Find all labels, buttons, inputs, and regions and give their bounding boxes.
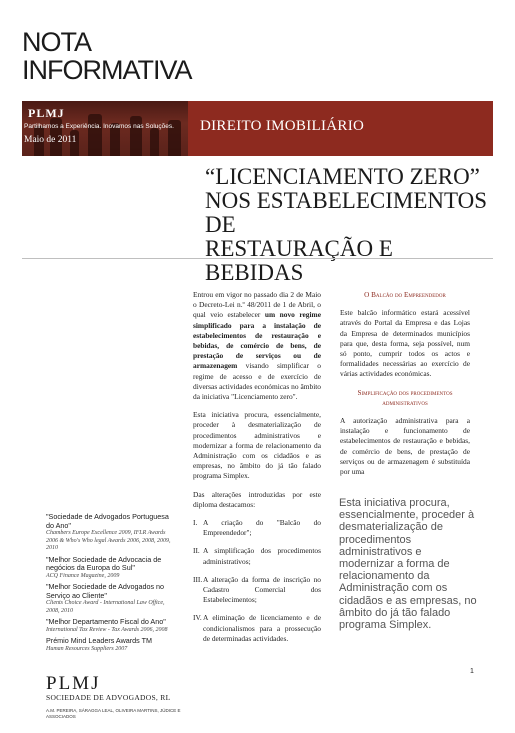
award-source: International Tax Review - Tax Awards 2006, 2008: [46, 626, 168, 633]
changes-list: [193, 518, 321, 644]
paragraph-3: Das alterações introduzidas por este diploma destacamos:: [193, 489, 321, 509]
paragraph-2: Esta iniciativa procura, essencialmente, proceder à desmaterialização de procedimentos administrativos e modernizar a forma de relacionamento da Administração com os cidadãos e as empresas, no âmbito do já tão falado programa Simplex.: [193, 410, 321, 481]
title-line-2: INFORMATIVA: [22, 55, 192, 85]
award-source: Clients Choice Award - International Law Office, 2008, 2010: [46, 600, 165, 614]
list-number: II.: [193, 546, 200, 556]
intro-paragraph: [193, 290, 321, 402]
headline-line-3: RESTAURAÇÃO E BEBIDAS: [205, 236, 393, 285]
list-number: IV.: [193, 613, 202, 623]
subheading-balcao: O Balcão do Empreendedor: [364, 291, 446, 299]
list-item: [193, 575, 321, 606]
section-title: DIREITO IMOBILIÁRIO: [200, 118, 365, 134]
column-1: [193, 290, 321, 652]
firm-partners: A.M. PEREIRA, SÁRAGGA LEAL, OLIVEIRA MARTINS, JÚDICE E ASSOCIADOS: [46, 708, 181, 719]
intro-text-c: visando simplificar o regime de acesso e de exercício de diversas actividades económicas no âmbito da iniciativa "Licenciamento zero".: [193, 361, 321, 402]
title-line-1: NOTA: [22, 27, 91, 57]
award-item: [46, 618, 176, 634]
award-source: Chambers Europe Excellence 2009, IFLR Awards 2006 & Who's Who legal Awards 2006, 2008, 2009, 2010: [46, 530, 171, 551]
list-text: A eliminação de licenciamento e de condicionalismos para a prossecução de determinadas actividades.: [203, 613, 321, 643]
firm-name: SOCIEDADE DE ADVOGADOS, RL: [46, 693, 171, 702]
headline-line-2: NOS ESTABELECIMENTOS DE: [205, 188, 488, 237]
headline-line-1: “LICENCIAMENTO ZERO”: [205, 164, 480, 189]
award-item: [46, 513, 176, 553]
list-item: [193, 518, 321, 538]
subheading-simplificacao: Simplificação dos procedimentos administrativos: [357, 388, 453, 407]
divider: [22, 258, 493, 259]
award-title: "Melhor Sociedade de Advocacia de negócios da Europa do Sul": [46, 554, 162, 572]
balcao-paragraph: Este balcão informático estará acessível através do Portal da Empresa e das Lojas da Empresa de determinados municípios para que, desta forma, seja possível, num só ponto, cumprir todos os actos e formalidades necessárias ao exercício de várias actividades económicas.: [340, 308, 470, 379]
intro-text-a: Entrou em vigor no passado dia 2 de Maio o Decreto-Lei n.º 48/2011 de 1 de Abril, o qual veio estabelecer: [193, 290, 321, 320]
awards-list: [46, 513, 176, 656]
column-2: [340, 290, 470, 485]
award-title: Prémio Mind Leaders Awards TM: [46, 636, 152, 645]
document-title: [22, 28, 192, 84]
award-title: "Melhor Departamento Fiscal do Ano": [46, 617, 166, 626]
award-item: [46, 556, 176, 581]
award-title: "Sociedade de Advogados Portuguesa do Ano": [46, 512, 169, 530]
banner-tagline: Partilhamos a Experiência. Inovamos nas Soluções.: [24, 123, 174, 130]
list-text: A criação do "Balcão do Empreendedor";: [203, 518, 321, 538]
list-item: [193, 546, 321, 566]
award-source: Human Resources Suppliers 2007: [46, 645, 128, 652]
page-number: 1: [470, 668, 474, 675]
award-item: [46, 583, 176, 615]
banner-brand: PLMJ: [28, 106, 65, 120]
award-source: ACQ Finance Magazine, 2009: [46, 572, 120, 579]
publication-date: Maio de 2011: [24, 135, 77, 145]
list-number: III.: [193, 574, 203, 584]
list-number: I.: [193, 518, 198, 528]
list-text: A alteração da forma de inscrição no Cadastro Comercial dos Estabelecimentos;: [203, 574, 321, 605]
firm-logo: PLMJ: [46, 673, 101, 694]
list-text: A simplificação dos procedimentos administrativos;: [203, 546, 321, 566]
simplificacao-paragraph: A autorização administrativa para a instalação e funcionamento de estabelecimentos de restauração e bebidas, de comércio de bens, de prestação de serviços ou de armazenagem é substituída por uma: [340, 416, 470, 477]
pull-quote: Esta iniciativa procura, essencialmente, proceder à desmaterialização de procedimentos administrativos e modernizar a forma de relacionamento da Administração com os cidadãos e as empresas, no âmbito do já tão falado programa Simplex.: [339, 497, 477, 632]
award-title: "Melhor Sociedade de Advogados no Serviço ao Cliente": [46, 582, 165, 600]
list-item: [193, 613, 321, 644]
article-headline: [205, 165, 495, 285]
intro-text-bold: um novo regime simplificado para a instalação de estabelecimentos de restauração e bebidas, de comércio de bens, de prestação de serviços ou de armazenagem: [193, 310, 321, 371]
award-item: [46, 637, 176, 653]
